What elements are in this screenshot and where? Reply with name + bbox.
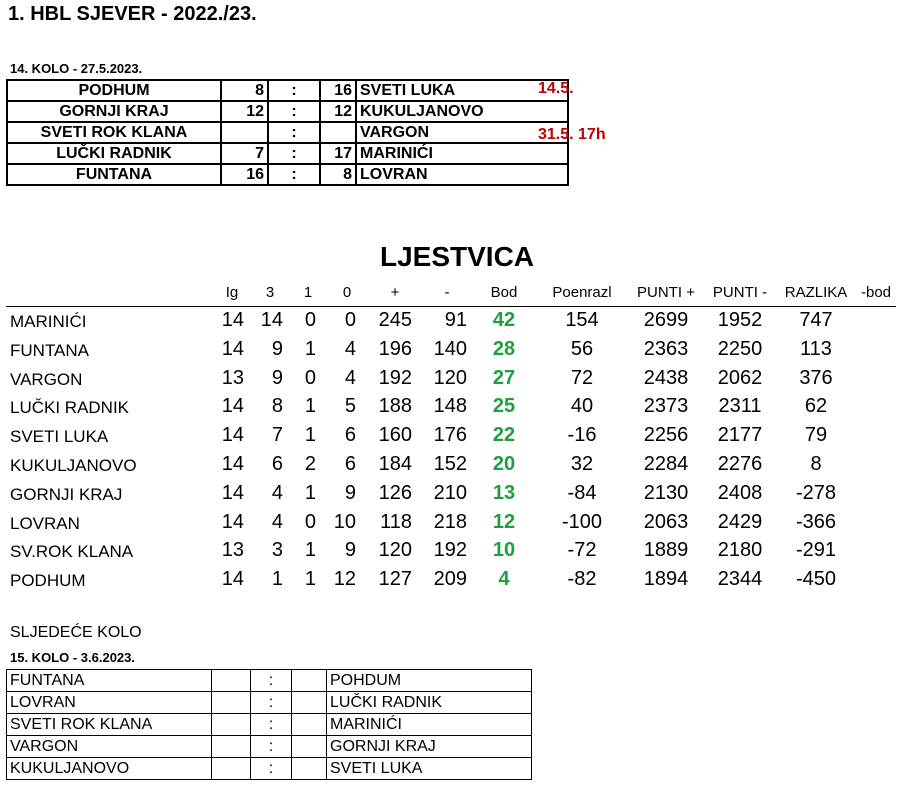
standings-row: [0, 424, 900, 452]
point-diff: -84: [567, 481, 597, 504]
team-name: VARGON: [10, 369, 83, 389]
fixture-row: [7, 736, 532, 758]
points: 4: [498, 568, 510, 591]
punti-minus: 2408: [717, 481, 763, 504]
punti-plus: 2130: [643, 481, 689, 504]
razlika: -278: [795, 481, 837, 504]
team-name: LOVRAN: [10, 513, 80, 533]
points: 12: [492, 510, 516, 533]
losses-0: 10: [333, 510, 356, 533]
standings-header: Bod: [490, 284, 518, 301]
punti-minus: 2177: [717, 424, 763, 447]
played: 14: [221, 424, 244, 447]
goals-against: 152: [433, 453, 467, 475]
goals-against: 91: [444, 309, 467, 331]
draws-1: 1: [304, 337, 316, 360]
goals-against: 209: [433, 568, 467, 591]
wins-3: 7: [271, 424, 283, 447]
standings-header: 3: [265, 284, 275, 301]
fixture-row: [7, 670, 532, 692]
standings-header: Ig: [225, 284, 239, 301]
home-team: FUNTANA: [7, 670, 212, 692]
home-score-cell: [212, 736, 251, 758]
team-name: FUNTANA: [10, 340, 90, 360]
draws-1: 0: [304, 366, 316, 389]
point-diff: -72: [567, 539, 597, 562]
punti-plus: 2363: [643, 337, 689, 360]
losses-0: 9: [344, 481, 356, 504]
point-diff: 40: [570, 395, 594, 418]
fixture-row: [7, 714, 532, 736]
point-diff: 32: [570, 453, 594, 475]
point-diff: 154: [565, 309, 599, 331]
round-14-results-table: [6, 79, 569, 186]
razlika: -450: [795, 568, 837, 591]
goals-against: 218: [433, 510, 467, 533]
score-separator: :: [268, 143, 320, 164]
home-team: KUKULJANOVO: [7, 758, 212, 780]
score-separator: :: [251, 670, 292, 692]
team-name: KUKULJANOVO: [10, 456, 137, 475]
goals-against: 176: [433, 424, 467, 447]
team-name: SV.ROK KLANA: [10, 542, 134, 562]
points: 25: [492, 395, 516, 418]
draws-1: 0: [304, 510, 316, 533]
standings-row: [0, 453, 900, 481]
punti-plus: 2256: [643, 424, 689, 447]
goals-for: 196: [378, 337, 412, 360]
punti-minus: 2250: [717, 337, 763, 360]
home-score: 7: [221, 143, 268, 164]
goals-for: 188: [378, 395, 412, 418]
home-team: PODHUM: [7, 80, 221, 101]
score-separator: :: [268, 164, 320, 185]
punti-plus: 2063: [643, 510, 689, 533]
away-score: 12: [320, 101, 356, 122]
away-team: VARGON: [356, 122, 568, 143]
standings-header: Poenrazl: [552, 284, 612, 301]
home-score: 8: [221, 80, 268, 101]
goals-against: 192: [433, 539, 467, 562]
punti-minus: 2311: [718, 395, 762, 418]
away-score: 17: [320, 143, 356, 164]
wins-3: 4: [271, 510, 283, 533]
standings-row: [0, 511, 900, 539]
standings-header: +: [390, 284, 400, 301]
home-team: FUNTANA: [7, 164, 221, 185]
home-team: SVETI ROK KLANA: [7, 122, 221, 143]
away-score: [320, 122, 356, 143]
score-separator: :: [268, 122, 320, 143]
point-diff: 72: [570, 366, 594, 389]
wins-3: 9: [271, 366, 283, 389]
played: 14: [221, 453, 244, 475]
wins-3: 4: [271, 481, 283, 504]
razlika: 62: [804, 395, 828, 418]
away-score-cell: [292, 758, 327, 780]
draws-1: 1: [304, 395, 316, 418]
wins-3: 6: [271, 453, 283, 475]
home-team: SVETI ROK KLANA: [7, 714, 212, 736]
home-score-cell: [212, 758, 251, 780]
away-score-cell: [292, 692, 327, 714]
punti-minus: 2276: [717, 453, 763, 475]
standings-row: [0, 309, 900, 337]
punti-minus: 2344: [717, 568, 763, 591]
result-row: [7, 143, 568, 164]
standings-header: 0: [342, 284, 352, 301]
standings-title: LJESTVICA: [379, 241, 535, 272]
team-name: GORNJI KRAJ: [10, 484, 123, 504]
match-date-note: 14.5.: [538, 80, 574, 97]
home-team: GORNJI KRAJ: [7, 101, 221, 122]
point-diff: -100: [561, 510, 603, 533]
punti-minus: 1952: [717, 309, 763, 331]
standings-header: PUNTI -: [712, 284, 768, 301]
razlika: -366: [795, 510, 837, 533]
away-score-cell: [292, 736, 327, 758]
away-team: GORNJI KRAJ: [327, 736, 532, 758]
goals-for: 126: [378, 481, 412, 504]
result-row: [7, 80, 568, 101]
points: 22: [492, 424, 516, 447]
home-score-cell: [212, 692, 251, 714]
played: 14: [221, 568, 244, 591]
draws-1: 1: [304, 481, 316, 504]
match-date-note: 31.5. 17h: [538, 126, 606, 143]
away-score-cell: [292, 670, 327, 692]
draws-1: 1: [304, 568, 316, 591]
played: 14: [221, 481, 244, 504]
razlika: 79: [804, 424, 828, 447]
score-separator: :: [251, 692, 292, 714]
home-team: VARGON: [7, 736, 212, 758]
goals-for: 120: [378, 539, 412, 562]
fixture-row: [7, 692, 532, 714]
wins-3: 3: [271, 539, 283, 562]
losses-0: 6: [344, 424, 356, 447]
team-name: MARINIĆI: [10, 312, 87, 331]
razlika: 747: [799, 309, 833, 331]
points: 10: [492, 539, 516, 562]
goals-for: 127: [378, 568, 412, 591]
standings-row: [0, 367, 900, 395]
page-title: 1. HBL SJEVER - 2022./23.: [8, 3, 257, 25]
played: 13: [221, 366, 244, 389]
played: 14: [221, 510, 244, 533]
played: 14: [221, 395, 244, 418]
home-team: LOVRAN: [7, 692, 212, 714]
goals-against: 120: [433, 366, 467, 389]
standings-header: RAZLIKA: [784, 284, 848, 301]
goals-against: 140: [433, 337, 467, 360]
score-separator: :: [268, 101, 320, 122]
header-divider: [6, 306, 896, 307]
punti-plus: 2284: [643, 453, 689, 475]
standings-header: -bod: [860, 284, 892, 301]
result-row: [7, 164, 568, 185]
standings-row: [0, 395, 900, 423]
punti-minus: 2062: [717, 366, 763, 389]
losses-0: 4: [344, 366, 356, 389]
points: 42: [492, 309, 516, 331]
round-15-fixtures-table: [6, 669, 532, 780]
home-score: 16: [221, 164, 268, 185]
wins-3: 1: [271, 568, 283, 591]
score-separator: :: [251, 758, 292, 780]
goals-for: 245: [378, 309, 412, 331]
draws-1: 1: [304, 424, 316, 447]
standings-header: -: [444, 284, 450, 301]
point-diff: -82: [567, 568, 597, 591]
result-row: [7, 122, 568, 143]
away-team: LUČKI RADNIK: [327, 692, 532, 714]
score-separator: :: [251, 736, 292, 758]
standings-row: [0, 539, 900, 567]
standings-header: PUNTI +: [637, 284, 695, 301]
losses-0: 12: [333, 568, 356, 591]
away-team: SVETI LUKA: [327, 758, 532, 780]
home-score-cell: [212, 714, 251, 736]
away-team: MARINIĆI: [327, 714, 532, 736]
punti-plus: 2438: [643, 366, 689, 389]
played: 14: [221, 337, 244, 360]
point-diff: 56: [570, 337, 594, 360]
draws-1: 2: [304, 453, 316, 475]
points: 27: [492, 366, 516, 389]
goals-for: 160: [378, 424, 412, 447]
goals-for: 184: [378, 453, 412, 475]
played: 14: [221, 309, 244, 331]
punti-plus: 2373: [643, 395, 689, 418]
punti-plus: 2699: [643, 309, 689, 331]
punti-plus: 1894: [643, 568, 689, 591]
losses-0: 6: [344, 453, 356, 475]
played: 13: [221, 539, 244, 562]
standings-header: 1: [303, 284, 313, 301]
home-score: 12: [221, 101, 268, 122]
wins-3: 8: [271, 395, 283, 418]
score-separator: :: [251, 714, 292, 736]
team-name: PODHUM: [10, 571, 86, 591]
punti-minus: 2180: [717, 539, 763, 562]
home-team: LUČKI RADNIK: [7, 143, 221, 164]
away-team: POHDUM: [327, 670, 532, 692]
goals-against: 210: [433, 481, 467, 504]
draws-1: 0: [304, 309, 316, 331]
losses-0: 9: [344, 539, 356, 562]
points: 13: [492, 481, 516, 504]
draws-1: 1: [304, 539, 316, 562]
points: 20: [492, 453, 516, 475]
losses-0: 4: [344, 337, 356, 360]
standings-row: [0, 338, 900, 366]
goals-for: 192: [378, 366, 412, 389]
razlika: 113: [800, 337, 832, 360]
away-team: SVETI LUKA: [356, 80, 568, 101]
result-row: [7, 101, 568, 122]
team-name: SVETI LUKA: [10, 427, 109, 447]
round-15-label: 15. KOLO - 3.6.2023.: [10, 650, 136, 665]
goals-for: 118: [380, 510, 412, 533]
losses-0: 5: [344, 395, 356, 418]
team-name: LUČKI RADNIK: [10, 398, 130, 418]
razlika: 376: [799, 366, 833, 389]
away-team: MARINIĆI: [356, 143, 568, 164]
next-round-label: SLJEDEĆE KOLO: [10, 624, 142, 641]
wins-3: 9: [271, 337, 283, 360]
standings-row: [0, 568, 900, 596]
punti-minus: 2429: [717, 510, 763, 533]
round-14-label: 14. KOLO - 27.5.2023.: [10, 61, 143, 76]
away-score: 16: [320, 80, 356, 101]
wins-3: 14: [260, 309, 283, 331]
away-score: 8: [320, 164, 356, 185]
fixture-row: [7, 758, 532, 780]
points: 28: [492, 337, 516, 360]
goals-against: 148: [433, 395, 467, 418]
score-separator: :: [268, 80, 320, 101]
away-score-cell: [292, 714, 327, 736]
standings-row: [0, 482, 900, 510]
losses-0: 0: [344, 309, 356, 331]
razlika: -291: [795, 539, 837, 562]
away-team: LOVRAN: [356, 164, 568, 185]
home-score-cell: [212, 670, 251, 692]
home-score: [221, 122, 268, 143]
point-diff: -16: [567, 424, 597, 447]
punti-plus: 1889: [643, 539, 689, 562]
razlika: 8: [810, 453, 822, 475]
away-team: KUKULJANOVO: [356, 101, 568, 122]
